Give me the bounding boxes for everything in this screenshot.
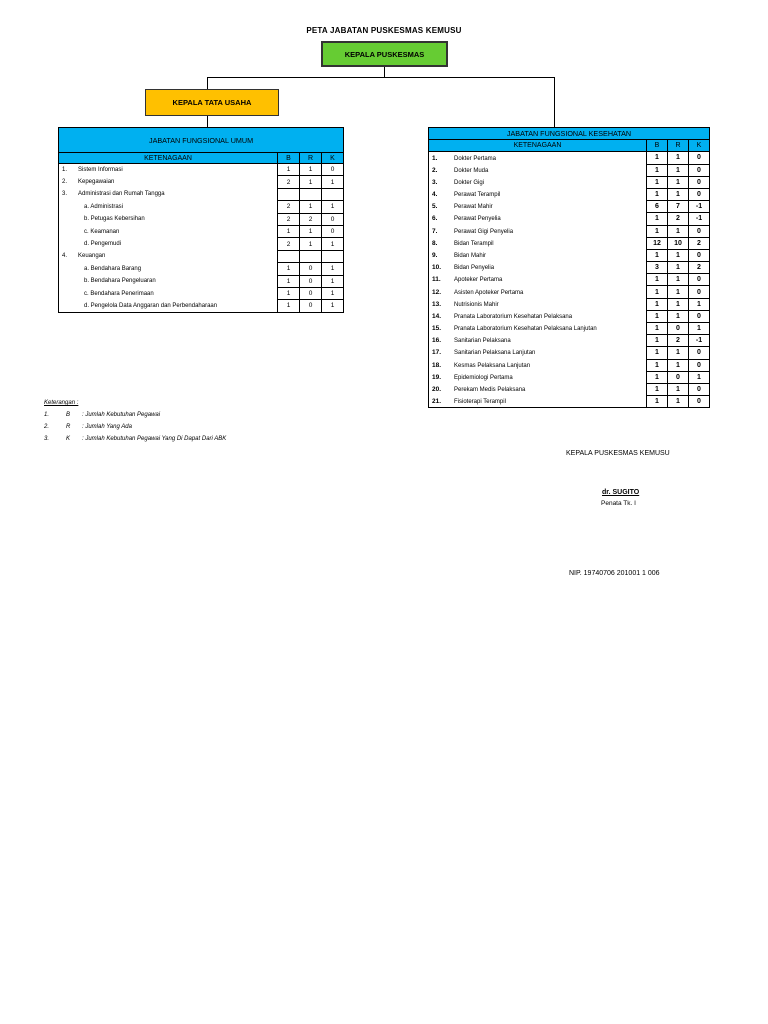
value-b-cell: 1 [647, 323, 668, 335]
row-number: 13. [432, 300, 442, 308]
value-b-cell: 6 [647, 201, 668, 213]
value-k-cell: 0 [689, 396, 710, 408]
value-r-cell: 0 [668, 371, 689, 383]
table-row [429, 359, 710, 371]
value-b-cell: 12 [647, 237, 668, 249]
value-k-cell: 0 [689, 359, 710, 371]
row-label: Dokter Pertama [454, 155, 497, 162]
table-row [429, 371, 710, 383]
jabatan-kesehatan-table [428, 127, 710, 408]
value-k-cell [322, 188, 344, 200]
ketenagaan-cell [429, 383, 647, 395]
value-k-cell: 0 [689, 249, 710, 261]
value-b-cell [278, 188, 300, 200]
row-number: 19. [432, 373, 442, 381]
row-number: 2. [432, 166, 438, 174]
column-header: R [668, 140, 689, 152]
table-row [429, 164, 710, 176]
value-r-cell: 2 [668, 335, 689, 347]
row-label: b. Bendahara Pengeluaran [84, 278, 156, 285]
ketenagaan-cell [429, 286, 647, 298]
value-k-cell: -1 [689, 335, 710, 347]
ketenagaan-cell [429, 298, 647, 310]
value-k-cell: 1 [689, 298, 710, 310]
row-number: 8. [432, 239, 438, 247]
value-k-cell: 0 [689, 188, 710, 200]
table-row [429, 201, 710, 213]
ketenagaan-cell [59, 263, 278, 275]
legend-desc: : Jumlah Kebutuhan Pegawai [82, 412, 161, 418]
table-row [59, 201, 344, 213]
value-k-cell: 1 [689, 323, 710, 335]
value-k-cell: 1 [322, 238, 344, 250]
table-row [59, 250, 344, 262]
ketenagaan-cell [429, 237, 647, 249]
table-row [429, 383, 710, 395]
column-header: B [647, 140, 668, 152]
value-b-cell: 2 [278, 213, 300, 225]
ketenagaan-cell [59, 238, 278, 250]
value-k-cell: 0 [322, 225, 344, 237]
value-k-cell: -1 [689, 213, 710, 225]
row-number: 11. [432, 276, 441, 284]
value-b-cell: 2 [278, 176, 300, 188]
row-number: 14. [432, 312, 442, 320]
value-k-cell: 0 [689, 176, 710, 188]
row-number: 16. [432, 337, 442, 345]
table-row [429, 176, 710, 188]
value-r-cell: 0 [300, 263, 322, 275]
row-label: Perawat Terampil [454, 192, 501, 199]
row-label: Perawat Gigi Penyelia [454, 228, 514, 235]
value-k-cell: 0 [689, 310, 710, 322]
value-b-cell: 1 [647, 176, 668, 188]
row-label: d. Pengemudi [84, 241, 122, 248]
value-k-cell: 0 [689, 347, 710, 359]
row-number: 4. [62, 253, 68, 260]
row-label: Perekam Medis Pelaksana [454, 387, 526, 394]
table-row [59, 287, 344, 299]
table-row [59, 263, 344, 275]
signature-rank: Penata Tk. I [601, 500, 636, 507]
ketenagaan-cell [59, 176, 278, 188]
row-number: 20. [432, 386, 442, 394]
value-b-cell: 1 [647, 152, 668, 164]
row-label: Asisten Apoteker Pertama [454, 289, 524, 296]
value-b-cell: 3 [647, 262, 668, 274]
row-number: 5. [432, 203, 438, 211]
ketenagaan-cell [429, 396, 647, 408]
value-r-cell: 1 [668, 310, 689, 322]
table-title: JABATAN FUNGSIONAL UMUM [59, 128, 344, 153]
value-k-cell: 0 [322, 164, 344, 176]
value-b-cell: 1 [278, 300, 300, 312]
row-label: Perawat Mahir [454, 204, 493, 211]
value-b-cell: 1 [278, 164, 300, 176]
ketenagaan-cell [59, 275, 278, 287]
ketenagaan-cell [429, 188, 647, 200]
legend-number: 2. [44, 424, 50, 430]
value-k-cell: -1 [689, 201, 710, 213]
table-row [429, 152, 710, 164]
signature-nip: NIP. 19740706 201001 1 006 [569, 570, 660, 577]
ketenagaan-cell [59, 250, 278, 262]
table-row [429, 335, 710, 347]
page-title: PETA JABATAN PUSKESMAS KEMUSU [306, 26, 462, 35]
ketenagaan-cell [429, 347, 647, 359]
value-r-cell: 1 [668, 383, 689, 395]
table-row [429, 225, 710, 237]
value-b-cell: 1 [278, 263, 300, 275]
column-header: KETENAGAAN [429, 140, 647, 152]
table-row [59, 238, 344, 250]
value-b-cell: 1 [647, 310, 668, 322]
connector-line [207, 77, 208, 89]
table-row [429, 347, 710, 359]
value-k-cell: 0 [689, 164, 710, 176]
row-label: d. Pengelola Data Anggaran dan Perbendaharaan [84, 302, 218, 309]
row-label: b. Petugas Kebersihan [84, 216, 145, 223]
value-r-cell: 1 [668, 176, 689, 188]
value-k-cell: 1 [322, 176, 344, 188]
row-label: Sistem Informasi [78, 166, 123, 173]
value-k-cell: 0 [689, 286, 710, 298]
value-r-cell: 7 [668, 201, 689, 213]
legend-number: 1. [44, 412, 50, 418]
row-label: Dokter Muda [454, 167, 489, 174]
row-label: Administrasi dan Rumah Tangga [78, 191, 165, 198]
table-row [429, 274, 710, 286]
value-r-cell: 1 [668, 274, 689, 286]
value-k-cell: 1 [689, 371, 710, 383]
value-r-cell: 1 [300, 238, 322, 250]
value-b-cell: 1 [647, 225, 668, 237]
value-r-cell: 1 [668, 164, 689, 176]
ketenagaan-cell [429, 249, 647, 261]
value-r-cell: 1 [668, 286, 689, 298]
table-row [59, 275, 344, 287]
value-r-cell: 0 [300, 275, 322, 287]
row-number: 4. [432, 191, 438, 199]
value-k-cell: 1 [322, 287, 344, 299]
row-label: Fisioterapi Terampil [454, 398, 506, 405]
legend-item [44, 424, 132, 436]
ketenagaan-cell [59, 225, 278, 237]
value-k-cell: 1 [322, 300, 344, 312]
legend-key: B [66, 412, 71, 418]
row-number: 7. [432, 227, 438, 235]
column-header: R [300, 153, 322, 164]
value-r-cell: 1 [668, 152, 689, 164]
value-r-cell: 1 [300, 225, 322, 237]
value-k-cell: 1 [322, 201, 344, 213]
value-b-cell: 1 [647, 396, 668, 408]
row-label: Pranata Laboratorium Kesehatan Pelaksana [454, 313, 573, 320]
row-label: Dokter Gigi [454, 179, 485, 186]
table-row [59, 188, 344, 200]
table-row [59, 300, 344, 312]
ketenagaan-cell [429, 274, 647, 286]
value-b-cell: 1 [647, 335, 668, 347]
table-title: JABATAN FUNGSIONAL KESEHATAN [429, 128, 710, 140]
value-r-cell: 2 [300, 213, 322, 225]
signature-name: dr. SUGITO [602, 489, 640, 496]
ketenagaan-cell [429, 152, 647, 164]
row-number: 15. [432, 325, 442, 333]
table-row [59, 213, 344, 225]
connector-line [207, 77, 555, 78]
legend-heading: Keterangan : [44, 400, 79, 406]
ketenagaan-cell [429, 359, 647, 371]
row-number: 12. [432, 288, 442, 296]
value-b-cell: 1 [278, 225, 300, 237]
signature-title: KEPALA PUSKESMAS KEMUSU [566, 450, 670, 457]
ketenagaan-cell [429, 164, 647, 176]
legend-desc: : Jumlah Kebutuhan Pegawai Yang Di Dapat Dari ABK [82, 436, 227, 442]
ketenagaan-cell [59, 300, 278, 312]
value-r-cell: 10 [668, 237, 689, 249]
table-row [429, 213, 710, 225]
value-k-cell: 0 [689, 152, 710, 164]
ketenagaan-cell [59, 188, 278, 200]
value-k-cell: 0 [689, 225, 710, 237]
value-k-cell [322, 250, 344, 262]
legend-key: K [66, 436, 71, 442]
row-label: Kepegawaian [78, 179, 115, 186]
value-r-cell: 1 [300, 201, 322, 213]
ketenagaan-cell [429, 213, 647, 225]
column-header: K [689, 140, 710, 152]
value-b-cell: 1 [647, 371, 668, 383]
value-b-cell: 1 [647, 298, 668, 310]
row-label: Keuangan [78, 253, 106, 260]
value-r-cell: 1 [668, 225, 689, 237]
value-r-cell: 0 [300, 300, 322, 312]
value-r-cell: 1 [300, 164, 322, 176]
value-k-cell: 0 [689, 274, 710, 286]
table-row [429, 323, 710, 335]
ketenagaan-cell [429, 323, 647, 335]
row-label: Apoteker Pertama [454, 277, 503, 284]
value-b-cell: 1 [647, 188, 668, 200]
connector-line [207, 116, 208, 127]
value-r-cell: 0 [300, 287, 322, 299]
value-b-cell: 1 [647, 164, 668, 176]
ketenagaan-cell [59, 164, 278, 176]
table-row [429, 249, 710, 261]
row-label: Bidan Mahir [454, 252, 487, 259]
value-r-cell: 2 [668, 213, 689, 225]
legend-desc: : Jumlah Yang Ada [82, 424, 132, 430]
legend-item [44, 436, 227, 448]
kepala-puskesmas-box: KEPALA PUSKESMAS [321, 41, 448, 67]
value-b-cell: 1 [647, 359, 668, 371]
value-r-cell: 1 [668, 188, 689, 200]
table-row [429, 310, 710, 322]
row-label: Bidan Terampil [454, 240, 494, 247]
table-row [59, 176, 344, 188]
table-row [59, 225, 344, 237]
table-row [59, 164, 344, 176]
table-row [429, 396, 710, 408]
value-r-cell [300, 250, 322, 262]
legend-item [44, 412, 161, 424]
connector-line [554, 77, 555, 127]
ketenagaan-cell [429, 335, 647, 347]
value-r-cell: 1 [668, 359, 689, 371]
value-r-cell: 1 [668, 298, 689, 310]
row-label: Pranata Laboratorium Kesehatan Pelaksana Lanjutan [454, 326, 597, 333]
row-number: 3. [432, 178, 438, 186]
value-r-cell: 1 [300, 176, 322, 188]
value-k-cell: 0 [322, 213, 344, 225]
kepala-tata-usaha-box: KEPALA TATA USAHA [145, 89, 279, 116]
value-r-cell: 1 [668, 262, 689, 274]
row-number: 17. [432, 349, 442, 357]
column-header: KETENAGAAN [59, 153, 278, 164]
row-number: 21. [432, 397, 442, 405]
row-number: 10. [432, 264, 442, 272]
value-k-cell: 1 [322, 275, 344, 287]
row-number: 9. [432, 251, 438, 259]
row-number: 3. [62, 191, 68, 198]
ketenagaan-cell [429, 225, 647, 237]
value-b-cell: 1 [278, 287, 300, 299]
legend-key: R [66, 424, 71, 430]
value-r-cell: 0 [668, 323, 689, 335]
ketenagaan-cell [59, 287, 278, 299]
table-row [429, 237, 710, 249]
value-r-cell: 1 [668, 347, 689, 359]
row-label: Sanitarian Pelaksana [454, 338, 511, 345]
value-b-cell: 1 [647, 213, 668, 225]
row-number: 6. [432, 215, 438, 223]
row-label: Sanitarian Pelaksana Lanjutan [454, 350, 536, 357]
value-b-cell: 1 [647, 249, 668, 261]
row-label: Nutrisionis Mahir [454, 301, 499, 308]
value-b-cell: 1 [647, 347, 668, 359]
ketenagaan-cell [59, 213, 278, 225]
value-r-cell [300, 188, 322, 200]
legend [44, 400, 227, 448]
row-label: Kesmas Pelaksana Lanjutan [454, 362, 531, 369]
ketenagaan-cell [429, 262, 647, 274]
ketenagaan-cell [429, 201, 647, 213]
value-k-cell: 0 [689, 383, 710, 395]
row-number: 1. [62, 166, 68, 173]
row-label: a. Administrasi [84, 203, 124, 210]
table-row [429, 298, 710, 310]
jabatan-umum-table [58, 127, 344, 313]
ketenagaan-cell [59, 201, 278, 213]
row-label: c. Bendahara Penerimaan [84, 290, 154, 297]
value-b-cell: 1 [647, 286, 668, 298]
value-b-cell: 2 [278, 201, 300, 213]
value-b-cell: 1 [647, 383, 668, 395]
row-label: Perawat Penyelia [454, 216, 501, 223]
ketenagaan-cell [429, 310, 647, 322]
row-label: a. Bendahara Barang [84, 265, 142, 272]
value-r-cell: 1 [668, 396, 689, 408]
table-row [429, 188, 710, 200]
row-number: 18. [432, 361, 442, 369]
value-b-cell: 1 [278, 275, 300, 287]
row-number: 2. [62, 179, 68, 186]
value-k-cell: 1 [322, 263, 344, 275]
value-b-cell: 1 [647, 274, 668, 286]
row-label: c. Keamanan [84, 228, 120, 235]
row-number: 1. [432, 154, 438, 162]
table-row [429, 262, 710, 274]
value-k-cell: 2 [689, 237, 710, 249]
column-header: K [322, 153, 344, 164]
value-b-cell [278, 250, 300, 262]
value-b-cell: 2 [278, 238, 300, 250]
value-k-cell: 2 [689, 262, 710, 274]
ketenagaan-cell [429, 371, 647, 383]
row-label: Bidan Penyelia [454, 265, 495, 272]
legend-number: 3. [44, 436, 50, 442]
table-row [429, 286, 710, 298]
row-label: Epidemiologi Pertama [454, 374, 513, 381]
value-r-cell: 1 [668, 249, 689, 261]
ketenagaan-cell [429, 176, 647, 188]
column-header: B [278, 153, 300, 164]
